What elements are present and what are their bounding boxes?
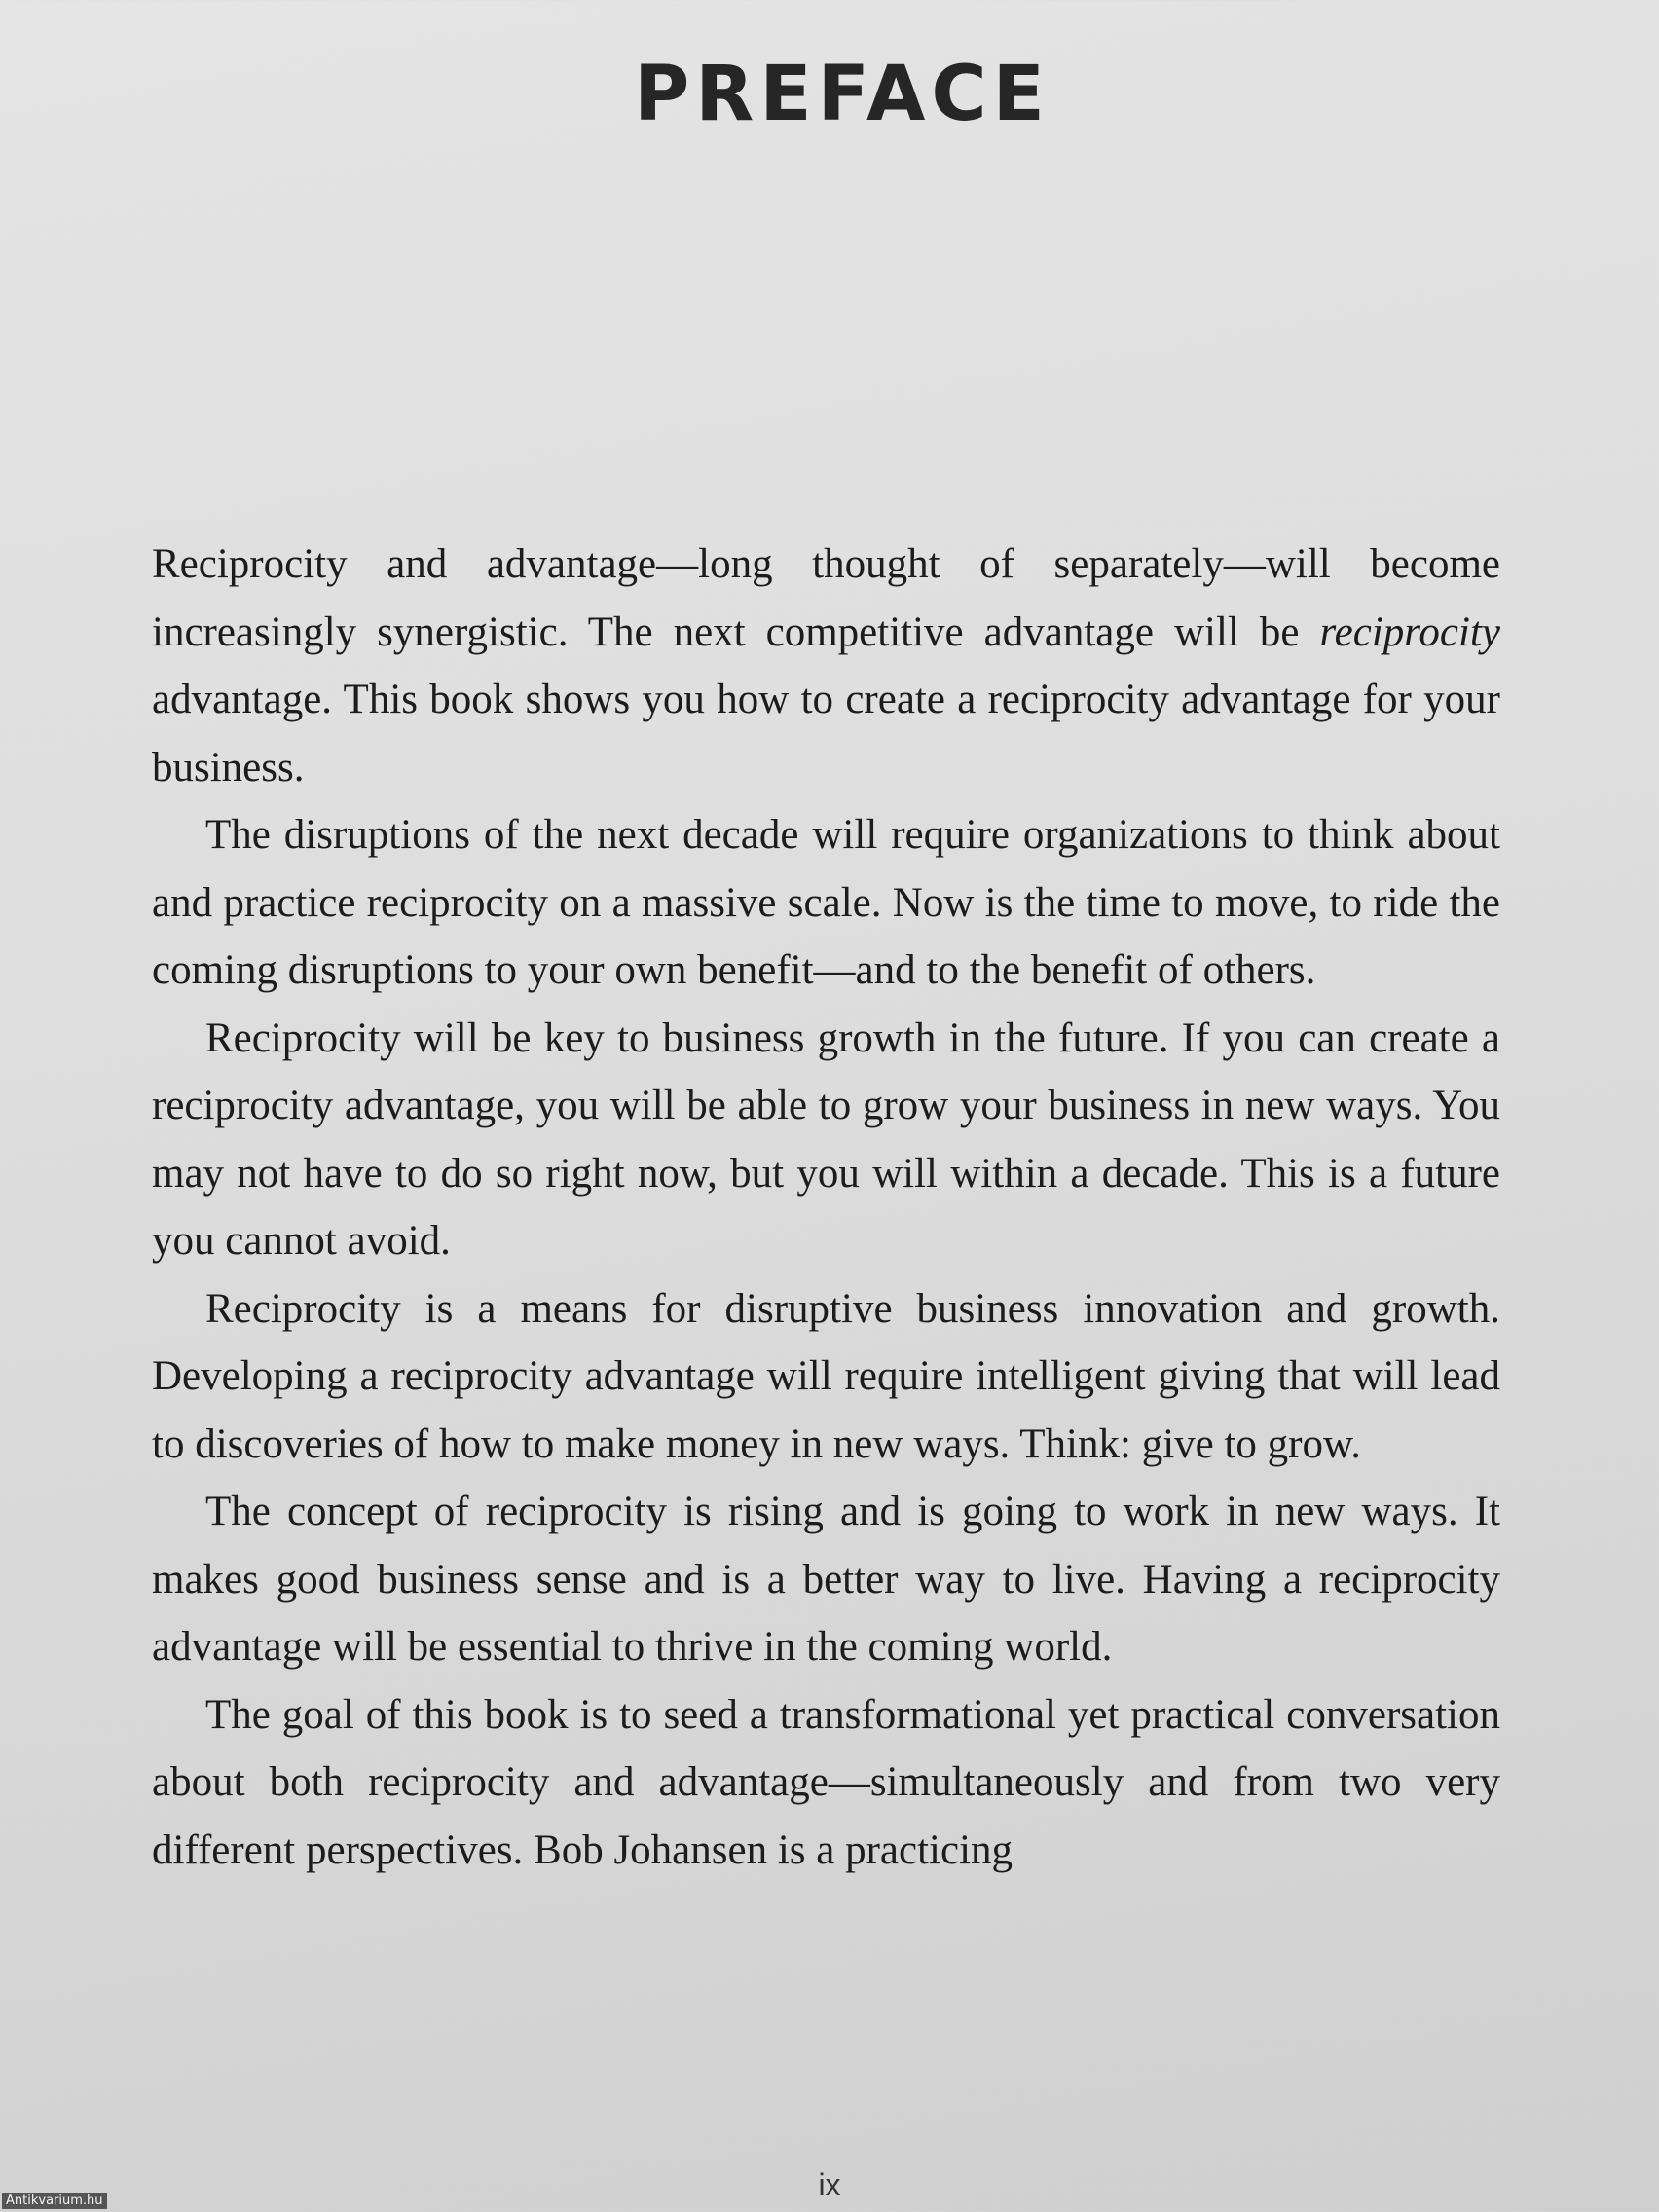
paragraph-1-text-start: Reciprocity and advantage—long thought of separately—will become increasingly synergistic. The next competitive advantage will be <box>152 541 1500 655</box>
body-text <box>152 531 1500 1884</box>
watermark-label: Antikvarium.hu <box>2 2193 107 2209</box>
paragraph-4: Reciprocity is a means for disruptive business innovation and growth. Developing a reciprocity advantage will require intelligent giving that will lead to discoveries of how to make money in new ways. Think: give to grow. <box>152 1285 1500 1467</box>
paragraph-2: The disruptions of the next decade will require organizations to think about and practice reciprocity on a massive scale. Now is the time to move, to ride the coming disruptions to your own benefit—and to the benefit of others. <box>152 812 1500 993</box>
paragraph-6: The goal of this book is to seed a transformational yet practical conversation about both reciprocity and advantage—simultaneously and from two very different perspectives. Bob Johansen is a practicing <box>152 1691 1500 1873</box>
paragraph-1-italic-term: reciprocity <box>1319 608 1500 655</box>
paragraph-1-text-end: advantage. This book shows you how to create a reciprocity advantage for your business. <box>152 677 1500 791</box>
paragraph-3: Reciprocity will be key to business growth in the future. If you can create a reciprocity advantage, you will be able to grow your business in new ways. You may not have to do so right now, but you will within a decade. This is a future you cannot avoid. <box>152 1014 1500 1264</box>
page-title: PREFACE <box>634 51 1051 138</box>
page-number: ix <box>818 2167 841 2202</box>
paragraph-5: The concept of reciprocity is rising and is going to work in new ways. It makes good business sense and is a better way to live. Having a reciprocity advantage will be essential to thrive in the coming world. <box>152 1489 1500 1670</box>
paragraph-1 <box>152 531 1500 801</box>
